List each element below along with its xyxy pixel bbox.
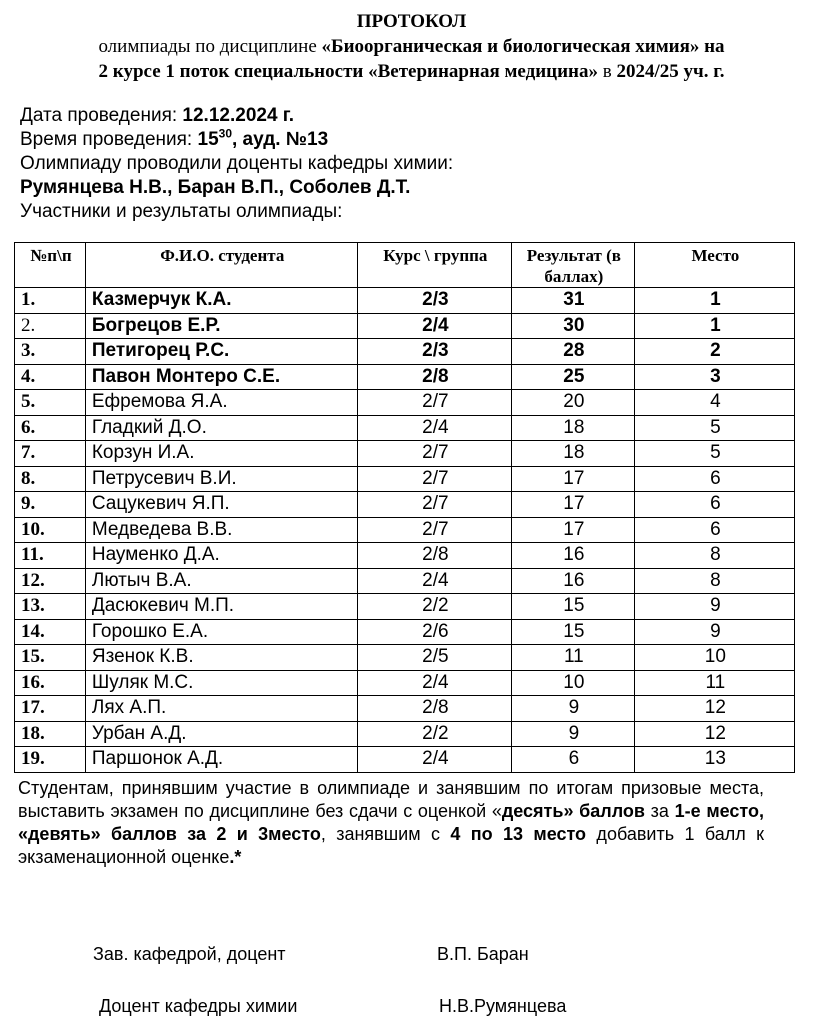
row-number: 10.	[15, 517, 86, 543]
score: 17	[512, 466, 635, 492]
row-number: 11.	[15, 543, 86, 569]
score: 20	[512, 390, 635, 416]
course-group: 2/8	[357, 543, 511, 569]
subtitle-in: в	[598, 61, 617, 82]
student-name: Дасюкевич М.П.	[85, 594, 357, 620]
place: 9	[634, 594, 794, 620]
score: 11	[512, 645, 635, 671]
table-row	[15, 492, 795, 518]
score: 17	[512, 517, 635, 543]
date-line	[20, 104, 803, 128]
table-row	[15, 670, 795, 696]
score: 9	[512, 721, 635, 747]
course-group: 2/8	[357, 364, 511, 390]
row-number: 8.	[15, 466, 86, 492]
docent-name: Н.В.Румянцева	[439, 996, 567, 1016]
participants-label: Участники и результаты олимпиады:	[20, 201, 343, 222]
student-name: Павон Монтеро С.Е.	[85, 364, 357, 390]
student-name: Лютыч В.А.	[85, 568, 357, 594]
header-group: Курс \ группа	[357, 243, 511, 288]
place: 10	[634, 645, 794, 671]
score: 9	[512, 696, 635, 722]
course-group: 2/3	[357, 339, 511, 365]
row-number: 17.	[15, 696, 86, 722]
score: 18	[512, 415, 635, 441]
course-group: 2/7	[357, 517, 511, 543]
student-name: Науменко Д.А.	[85, 543, 357, 569]
table-row	[15, 568, 795, 594]
table-row	[15, 466, 795, 492]
row-number: 13.	[15, 594, 86, 620]
score: 16	[512, 543, 635, 569]
note-part: добавить 1 балл к экзаменационной оценке	[18, 823, 765, 867]
place: 2	[634, 339, 794, 365]
table-row	[15, 517, 795, 543]
course-group: 2/8	[357, 696, 511, 722]
docent-title: Доцент кафедры химии	[99, 996, 298, 1016]
place: 9	[634, 619, 794, 645]
head-name: В.П. Баран	[437, 944, 529, 964]
row-number: 19.	[15, 747, 86, 773]
place: 1	[634, 288, 794, 314]
header-score: Результат (в баллах)	[512, 243, 635, 288]
decision-note	[18, 777, 764, 869]
score: 16	[512, 568, 635, 594]
row-number: 15.	[15, 645, 86, 671]
place: 13	[634, 747, 794, 773]
student-name: Ефремова Я.А.	[85, 390, 357, 416]
time-line	[20, 128, 803, 152]
place: 8	[634, 543, 794, 569]
event-meta	[20, 104, 803, 224]
score: 30	[512, 313, 635, 339]
place: 8	[634, 568, 794, 594]
place: 4	[634, 390, 794, 416]
organizers-label: Олимпиаду проводили доценты кафедры химии:	[20, 153, 454, 174]
time-label: Время проведения:	[20, 129, 198, 150]
score: 15	[512, 619, 635, 645]
course-group: 2/5	[357, 645, 511, 671]
course-group: 2/2	[357, 721, 511, 747]
course-group: 2/4	[357, 313, 511, 339]
results-body	[15, 288, 795, 773]
row-number: 3.	[15, 339, 86, 365]
header-name: Ф.И.О. студента	[85, 243, 357, 288]
course-group: 2/6	[357, 619, 511, 645]
table-row	[15, 721, 795, 747]
row-number: 7.	[15, 441, 86, 467]
score: 31	[512, 288, 635, 314]
place: 6	[634, 492, 794, 518]
place: 12	[634, 721, 794, 747]
note-part: , занявшим с	[320, 823, 451, 844]
score: 10	[512, 670, 635, 696]
document-title: ПРОТОКОЛ	[356, 11, 467, 32]
header-place: Место	[634, 243, 794, 288]
row-number: 9.	[15, 492, 86, 518]
row-number: 12.	[15, 568, 86, 594]
time-minutes: 30	[218, 126, 232, 141]
note-bold: баллов	[573, 800, 645, 821]
student-name: Петигорец Р.С.	[85, 339, 357, 365]
head-title: Зав. кафедрой, доцент	[93, 944, 286, 964]
time-room: , ауд. №13	[232, 129, 329, 150]
score: 15	[512, 594, 635, 620]
place: 5	[634, 441, 794, 467]
organizers-names: Румянцева Н.В., Баран В.П., Соболев Д.Т.	[20, 177, 411, 198]
student-name: Язенок К.В.	[85, 645, 357, 671]
student-name: Медведева В.В.	[85, 517, 357, 543]
table-row	[15, 390, 795, 416]
table-row	[15, 543, 795, 569]
note-part: за	[644, 800, 675, 821]
date-label: Дата проведения:	[20, 105, 183, 126]
note-part: Студентам, принявшим участие в олимпиаде и занявшим по итогам призовые места, выставить экзамен по дисциплине без сдачи с оценкой «	[18, 777, 764, 821]
course-group: 2/7	[357, 466, 511, 492]
course-group: 2/7	[357, 390, 511, 416]
place: 12	[634, 696, 794, 722]
row-number: 5.	[15, 390, 86, 416]
subtitle-year: 2024/25 уч. г.	[616, 61, 725, 82]
student-name: Шуляк М.С.	[85, 670, 357, 696]
row-number: 6.	[15, 415, 86, 441]
table-row	[15, 339, 795, 365]
row-number: 2.	[15, 313, 86, 339]
course-group: 2/4	[357, 568, 511, 594]
table-row	[15, 288, 795, 314]
date-value: 12.12.2024 г.	[182, 105, 295, 126]
subtitle-line1-prefix: олимпиады по дисциплине	[98, 36, 322, 57]
note-bold: 1-е место, «девять» баллов за 2 и 3место	[18, 800, 764, 844]
student-name: Корзун И.А.	[85, 441, 357, 467]
time-hour: 15	[197, 129, 219, 150]
table-row	[15, 619, 795, 645]
subtitle-discipline: «Биоорганическая и биологическая химия» на	[321, 36, 725, 57]
row-number: 4.	[15, 364, 86, 390]
row-number: 14.	[15, 619, 86, 645]
row-number: 1.	[15, 288, 86, 314]
student-name: Петрусевич В.И.	[85, 466, 357, 492]
student-name: Паршонок А.Д.	[85, 747, 357, 773]
table-row	[15, 313, 795, 339]
table-row	[15, 594, 795, 620]
student-name: Гладкий Д.О.	[85, 415, 357, 441]
course-group: 2/7	[357, 492, 511, 518]
table-row	[15, 364, 795, 390]
place: 1	[634, 313, 794, 339]
score: 17	[512, 492, 635, 518]
row-number: 18.	[15, 721, 86, 747]
subtitle-course: 2 курсе 1 поток специальности «Ветеринарная медицина»	[98, 61, 598, 82]
table-row	[15, 441, 795, 467]
student-name: Сацукевич Я.П.	[85, 492, 357, 518]
student-name: Урбан А.Д.	[85, 721, 357, 747]
course-group: 2/2	[357, 594, 511, 620]
place: 3	[634, 364, 794, 390]
table-header-row	[15, 243, 795, 288]
student-name: Лях А.П.	[85, 696, 357, 722]
header-number: №п\п	[15, 243, 86, 288]
student-name: Горошко Е.А.	[85, 619, 357, 645]
student-name: Богрецов Е.Р.	[85, 313, 357, 339]
results-table	[14, 242, 795, 773]
place: 6	[634, 517, 794, 543]
note-bold: десять»	[501, 800, 574, 821]
table-row	[15, 415, 795, 441]
place: 5	[634, 415, 794, 441]
score: 25	[512, 364, 635, 390]
score: 18	[512, 441, 635, 467]
time-value	[197, 126, 329, 150]
course-group: 2/4	[357, 415, 511, 441]
table-row	[15, 645, 795, 671]
table-row	[15, 747, 795, 773]
score: 28	[512, 339, 635, 365]
note-bold: .*	[229, 846, 242, 867]
note-bold: 4 по 13 место	[450, 823, 587, 844]
place: 6	[634, 466, 794, 492]
row-number: 16.	[15, 670, 86, 696]
course-group: 2/7	[357, 441, 511, 467]
course-group: 2/4	[357, 747, 511, 773]
document-subtitle	[20, 34, 803, 84]
score: 6	[512, 747, 635, 773]
student-name: Казмерчук К.А.	[85, 288, 357, 314]
table-row	[15, 696, 795, 722]
course-group: 2/4	[357, 670, 511, 696]
place: 11	[634, 670, 794, 696]
course-group: 2/3	[357, 288, 511, 314]
